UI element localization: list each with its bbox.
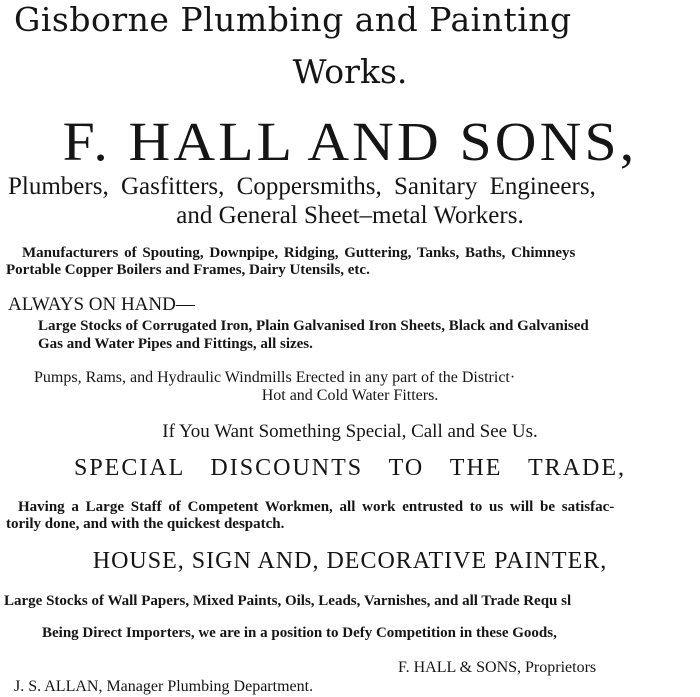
painter-heading: HOUSE, SIGN AND, DECORATIVE PAINTER, bbox=[92, 548, 608, 574]
stocks-line-1: Large Stocks of Corrugated Iron, Plain Galvanised Iron Sheets, Black and Galvanised bbox=[38, 318, 589, 334]
staff-line-2: torily done, and with the quickest despatch. bbox=[6, 516, 285, 532]
heading-line-2: Works. bbox=[292, 52, 408, 91]
trades-line-1: Plumbers, Gasfitters, Coppersmiths, Sanitary Engineers, bbox=[8, 173, 596, 200]
trades-line-2: and General Sheet–metal Workers. bbox=[176, 202, 524, 229]
pumps-line-2: Hot and Cold Water Fitters. bbox=[261, 387, 439, 404]
proprietors-signature: F. HALL & SONS, Proprietors bbox=[398, 659, 597, 676]
firm-name: F. HALL AND SONS, bbox=[62, 111, 638, 172]
wall-papers-line: Large Stocks of Wall Papers, Mixed Paints, Oils, Leads, Varnishes, and all Trade Requ sl bbox=[4, 593, 572, 609]
staff-line-1: Having a Large Staff of Competent Workmen, all work entrusted to us will be satisfac- bbox=[18, 499, 615, 515]
always-on-hand-heading: ALWAYS ON HAND— bbox=[8, 294, 195, 315]
trade-discounts-heading: SPECIAL DISCOUNTS TO THE TRADE, bbox=[73, 455, 627, 481]
manufacturers-line-2: Portable Copper Boilers and Frames, Dairy Utensils, etc. bbox=[6, 262, 370, 278]
stocks-line-2: Gas and Water Pipes and Fittings, all sizes. bbox=[38, 336, 313, 352]
special-call-line: If You Want Something Special, Call and See Us. bbox=[162, 421, 538, 442]
heading-line-1: Gisborne Plumbing and Painting bbox=[14, 0, 572, 39]
pumps-line-1: Pumps, Rams, and Hydraulic Windmills Erected in any part of the District· bbox=[34, 369, 516, 386]
importers-line: Being Direct Importers, we are in a position to Defy Competition in these Goods, bbox=[42, 625, 557, 641]
manager-signature: J. S. ALLAN, Manager Plumbing Department. bbox=[14, 678, 314, 695]
manufacturers-line-1: Manufacturers of Spouting, Downpipe, Ridging, Guttering, Tanks, Baths, Chimneys bbox=[22, 245, 576, 261]
